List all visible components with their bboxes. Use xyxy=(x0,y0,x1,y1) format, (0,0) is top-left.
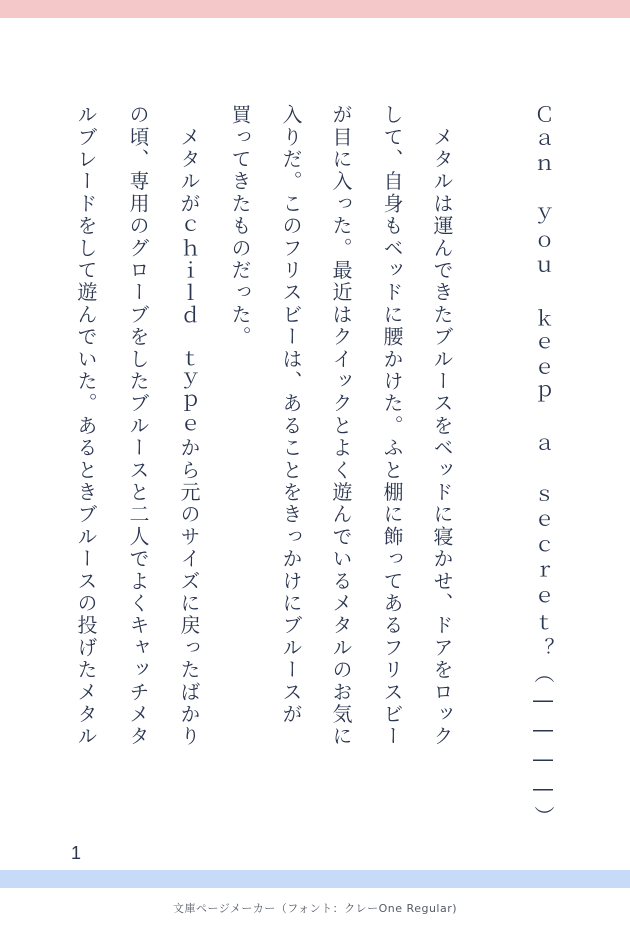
footer-credit: 文庫ページメーカー（フォント：クレーOne Regular) xyxy=(172,902,458,915)
text-line-5: 買ってきたものだった。 xyxy=(228,104,252,349)
text-line-1: メタルは運んできたブルースをベッドに寝かせ、ドアをロック xyxy=(430,104,454,748)
text-line-7: の頃、専用のグローブをしたブルースと二人でよくキャッチメタ xyxy=(126,104,150,748)
text-line-3: が目に入った。最近はクイックとよく遊んでいるメタルのお気に xyxy=(329,104,353,748)
text-line-8: ルブレードをして遊んでいた。あるときブルースの投げたメタル xyxy=(74,104,98,748)
text-line-4: 入りだ。このフリスビーは、あることをきっかけにブルースが xyxy=(279,104,303,726)
book-page xyxy=(0,18,630,870)
top-color-band xyxy=(0,0,630,18)
page-number: 1 xyxy=(71,843,82,863)
bottom-color-band xyxy=(0,870,630,888)
chapter-title: Ｃａｎ ｙｏｕ ｋｅｅｐ ａ ｓｅｃｒｅｔ？（――――） xyxy=(531,104,555,832)
text-line-6: メタルがｃｈｉｌｄ ｔｙｐｅから元のサイズに戻ったばかり xyxy=(177,104,201,748)
text-line-2: して、自身もベッドに腰かけた。ふと棚に飾ってあるフリスビー xyxy=(380,104,404,748)
